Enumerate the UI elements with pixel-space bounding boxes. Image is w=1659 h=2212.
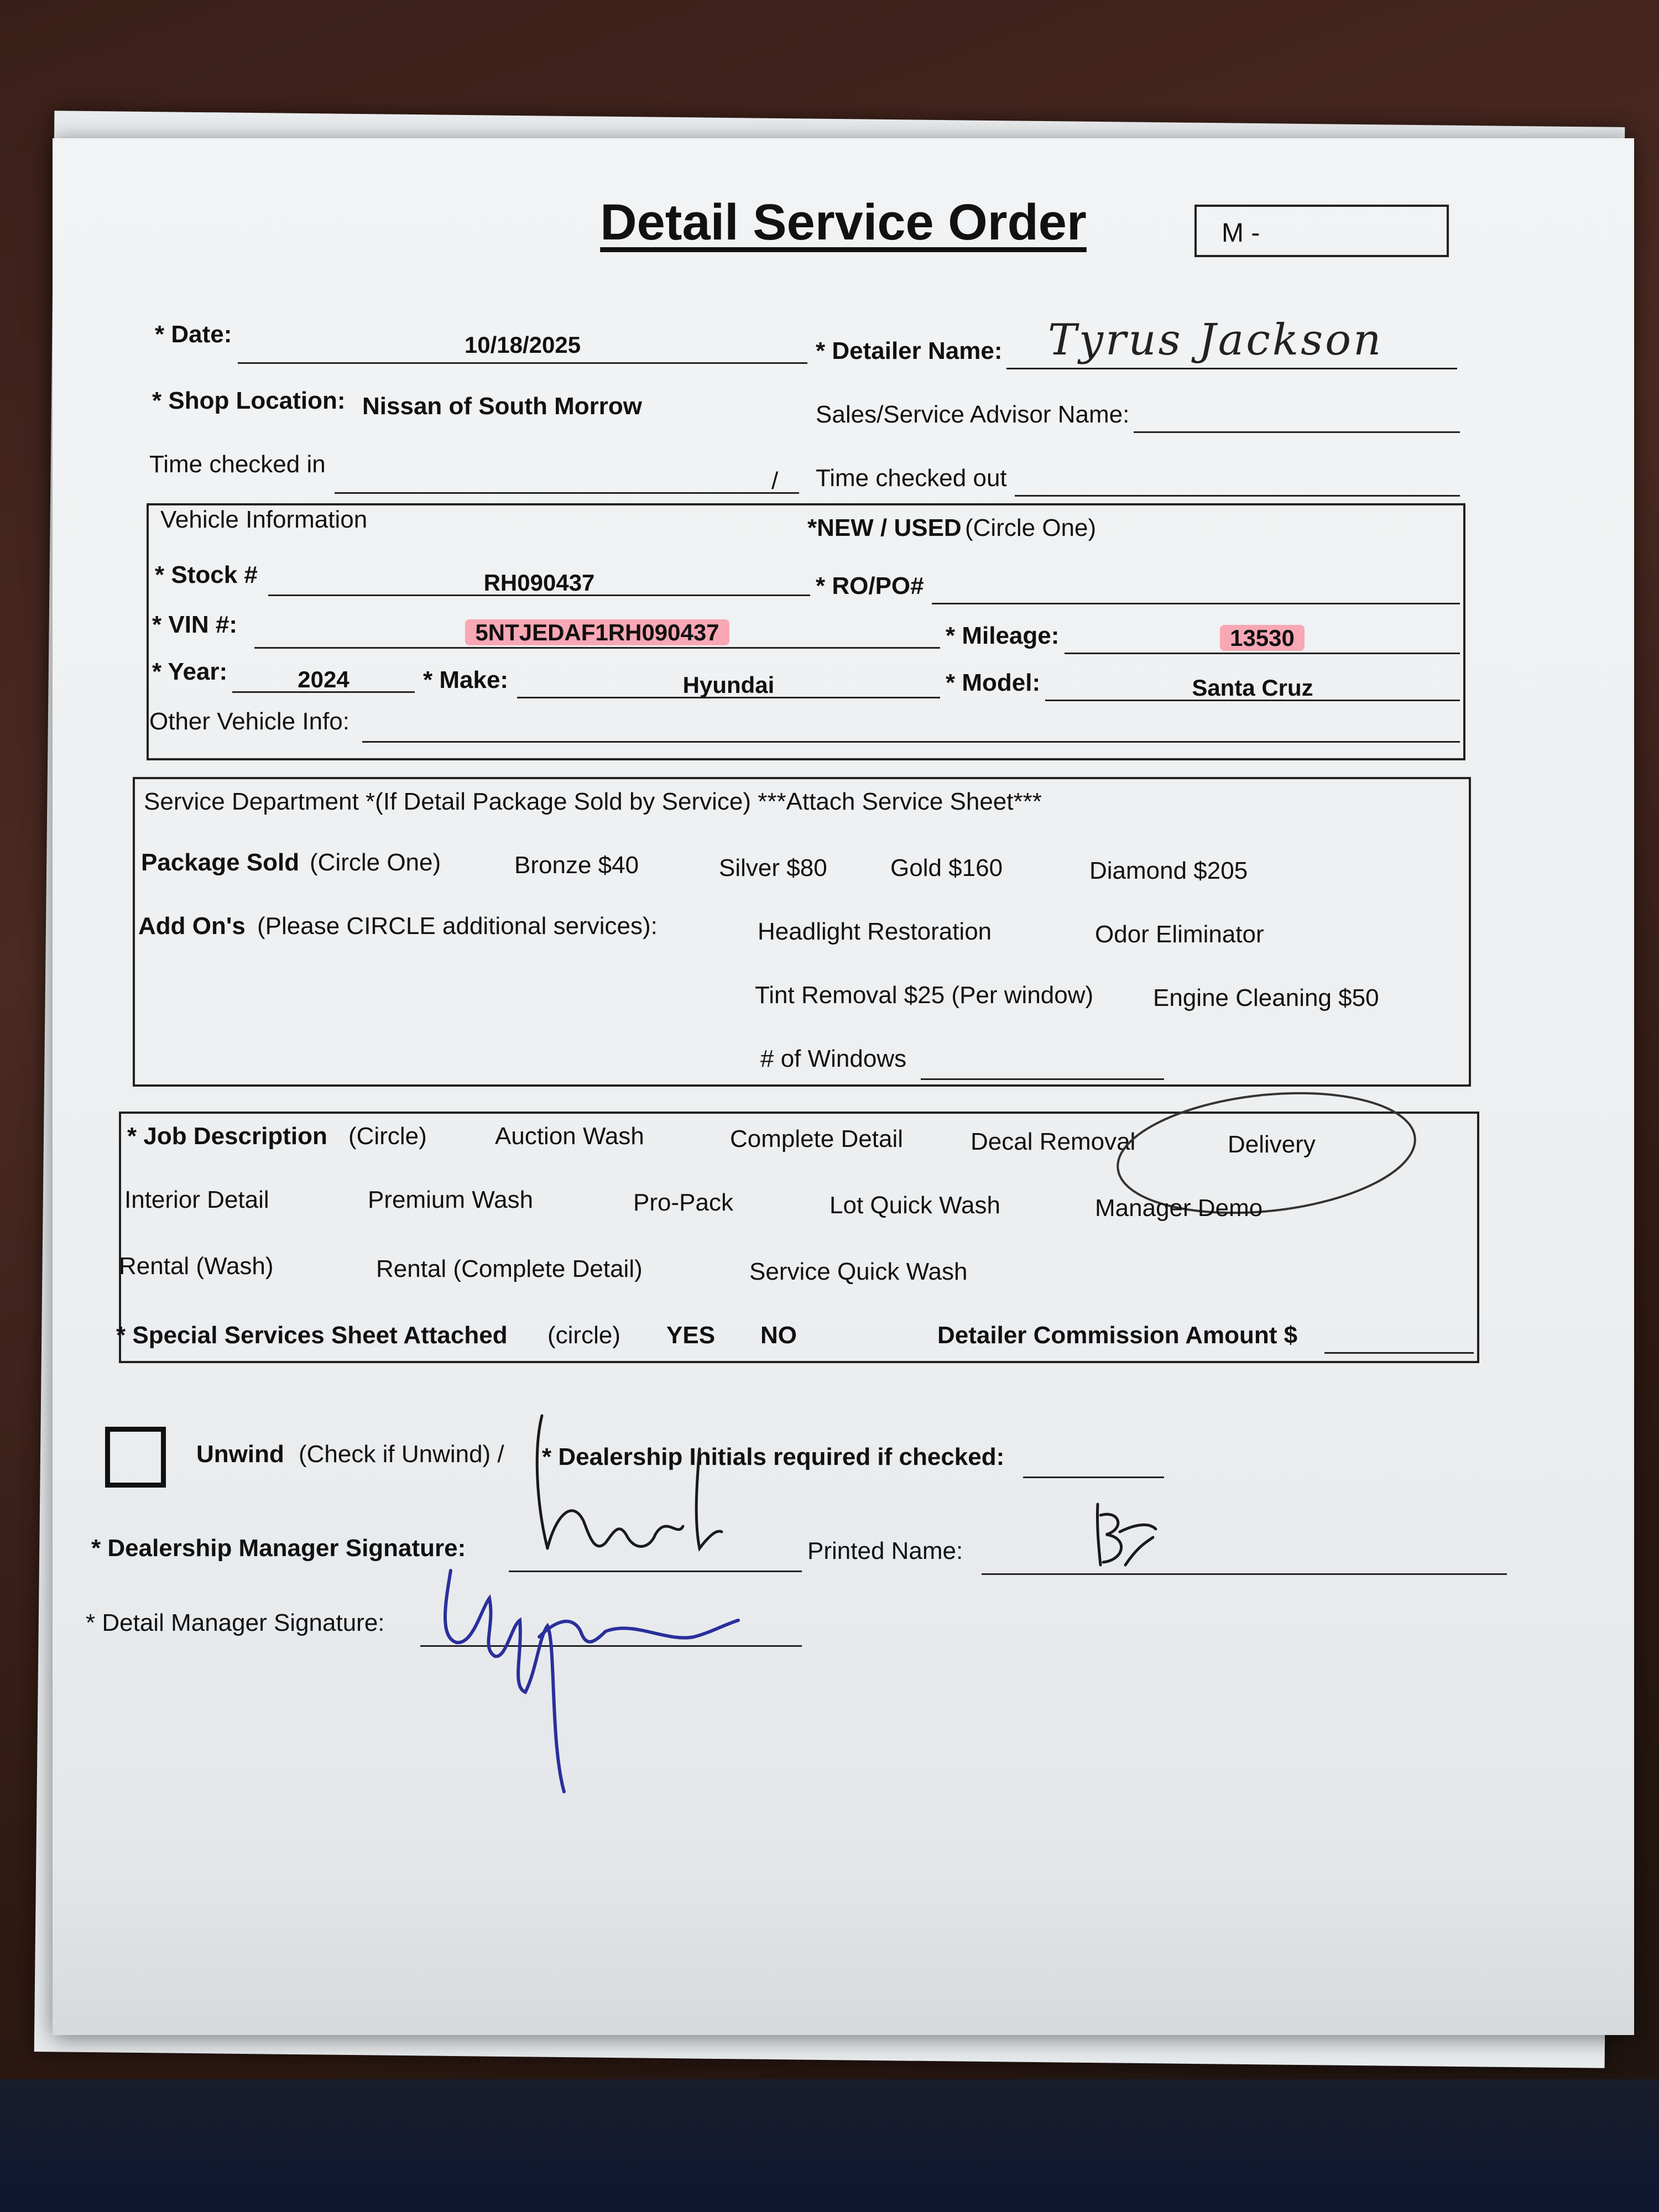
vin-label: * VIN #: [152,611,238,638]
package-sold-label: Package Sold [141,849,300,876]
job-auction-wash[interactable]: Auction Wash [495,1123,644,1150]
special-no[interactable]: NO [760,1322,797,1349]
ro-po-label: * RO/PO# [816,572,924,599]
service-order-sheet [53,138,1634,2035]
advisor-line [1134,431,1460,433]
detailer-name-label: * Detailer Name: [816,337,1003,364]
job-rental-complete-detail[interactable]: Rental (Complete Detail) [376,1255,643,1282]
special-services-hint: (circle) [547,1322,620,1349]
time-out-line [1015,495,1460,497]
unwind-checkbox[interactable] [105,1427,166,1488]
detail-manager-sig-label: * Detail Manager Signature: [86,1609,385,1636]
new-used-hint: (Circle One) [965,514,1097,541]
ro-po-line [932,603,1460,604]
background-fabric [0,2079,1659,2212]
vin-line [254,647,940,649]
year-label: * Year: [152,658,228,685]
addon-headlight[interactable]: Headlight Restoration [758,918,992,945]
commission-line [1324,1352,1474,1354]
other-vehicle-label: Other Vehicle Info: [149,708,349,735]
model-label: * Model: [946,669,1041,696]
job-rental-wash[interactable]: Rental (Wash) [119,1253,274,1280]
job-lot-quick-wash[interactable]: Lot Quick Wash [830,1192,1000,1219]
shop-location-label: * Shop Location: [152,387,346,414]
date-label: * Date: [155,321,232,348]
dealership-manager-sig-label: * Dealership Manager Signature: [91,1535,466,1562]
job-pro-pack[interactable]: Pro-Pack [633,1189,733,1216]
time-out-label: Time checked out [816,465,1007,492]
printed-name-label: Printed Name: [807,1537,963,1564]
printed-name-line [982,1573,1507,1575]
initials-line [1023,1477,1164,1478]
package-diamond[interactable]: Diamond $205 [1089,857,1248,884]
job-decal-removal[interactable]: Decal Removal [971,1128,1136,1155]
commission-label: Detailer Commission Amount $ [937,1322,1298,1349]
printed-name-initials [1087,1499,1164,1576]
year-value[interactable]: 2024 [298,666,349,692]
special-yes[interactable]: YES [666,1322,716,1349]
addons-label: Add On's [138,912,246,940]
time-in-label: Time checked in [149,451,326,478]
package-sold-hint: (Circle One) [310,849,441,876]
dealership-manager-signature [517,1383,749,1582]
unwind-label: Unwind [196,1441,284,1468]
package-gold[interactable]: Gold $160 [890,854,1003,881]
vehicle-info-label: Vehicle Information [160,506,368,533]
service-dept-heading: Service Department *(If Detail Package Sold by Service) ***Attach Service Sheet*** [144,788,1042,815]
mileage-label: * Mileage: [946,622,1060,649]
date-line [238,362,807,364]
job-service-quick-wash[interactable]: Service Quick Wash [749,1258,968,1285]
addons-hint: (Please CIRCLE additional services): [257,912,658,940]
addon-engine-cleaning[interactable]: Engine Cleaning $50 [1153,984,1379,1011]
m-number-box: M - [1194,205,1449,257]
package-silver[interactable]: Silver $80 [719,854,827,881]
initials-label: * Dealership Initials required if checked: [542,1443,1005,1470]
time-separator: / [771,467,779,494]
job-complete-detail[interactable]: Complete Detail [730,1125,904,1152]
addon-tint-removal[interactable]: Tint Removal $25 (Per window) [755,982,1094,1009]
job-description-label: * Job Description [127,1123,327,1150]
unwind-hint: (Check if Unwind) / [299,1441,504,1468]
job-interior-detail[interactable]: Interior Detail [124,1186,269,1213]
mileage-value[interactable] [1065,625,1460,651]
job-premium-wash[interactable]: Premium Wash [368,1186,534,1213]
detail-manager-signature [429,1559,760,1803]
addon-odor[interactable]: Odor Eliminator [1095,921,1264,948]
make-value[interactable]: Hyundai [682,672,775,698]
job-description-hint: (Circle) [348,1123,427,1150]
advisor-label: Sales/Service Advisor Name: [816,401,1130,428]
stock-value[interactable]: RH090437 [483,570,595,596]
model-value[interactable]: Santa Cruz [1192,675,1313,701]
special-services-label: * Special Services Sheet Attached [116,1322,508,1349]
job-delivery[interactable]: Delivery [1228,1131,1316,1158]
vin-highlight: 5NTJEDAF1RH090437 [465,619,729,645]
job-manager-demo[interactable]: Manager Demo [1095,1194,1263,1222]
detailer-name-handwriting[interactable]: Tyrus Jackson [1048,315,1384,365]
mileage-line [1065,653,1460,654]
sheet-shadow [53,1853,1634,2035]
new-used-label: *NEW / USED [807,514,962,541]
mileage-highlight: 13530 [1220,625,1305,651]
page-title: Detail Service Order [600,194,1087,251]
make-label: * Make: [423,666,509,693]
time-in-line [335,492,799,494]
windows-label: # of Windows [760,1045,907,1072]
shop-location-value: Nissan of South Morrow [362,393,642,420]
package-bronze[interactable]: Bronze $40 [514,852,639,879]
detailer-name-line [1006,368,1457,369]
vin-value[interactable] [254,619,940,646]
date-value[interactable]: 10/18/2025 [464,332,581,358]
stock-label: * Stock # [155,561,258,588]
other-vehicle-line [362,741,1460,743]
